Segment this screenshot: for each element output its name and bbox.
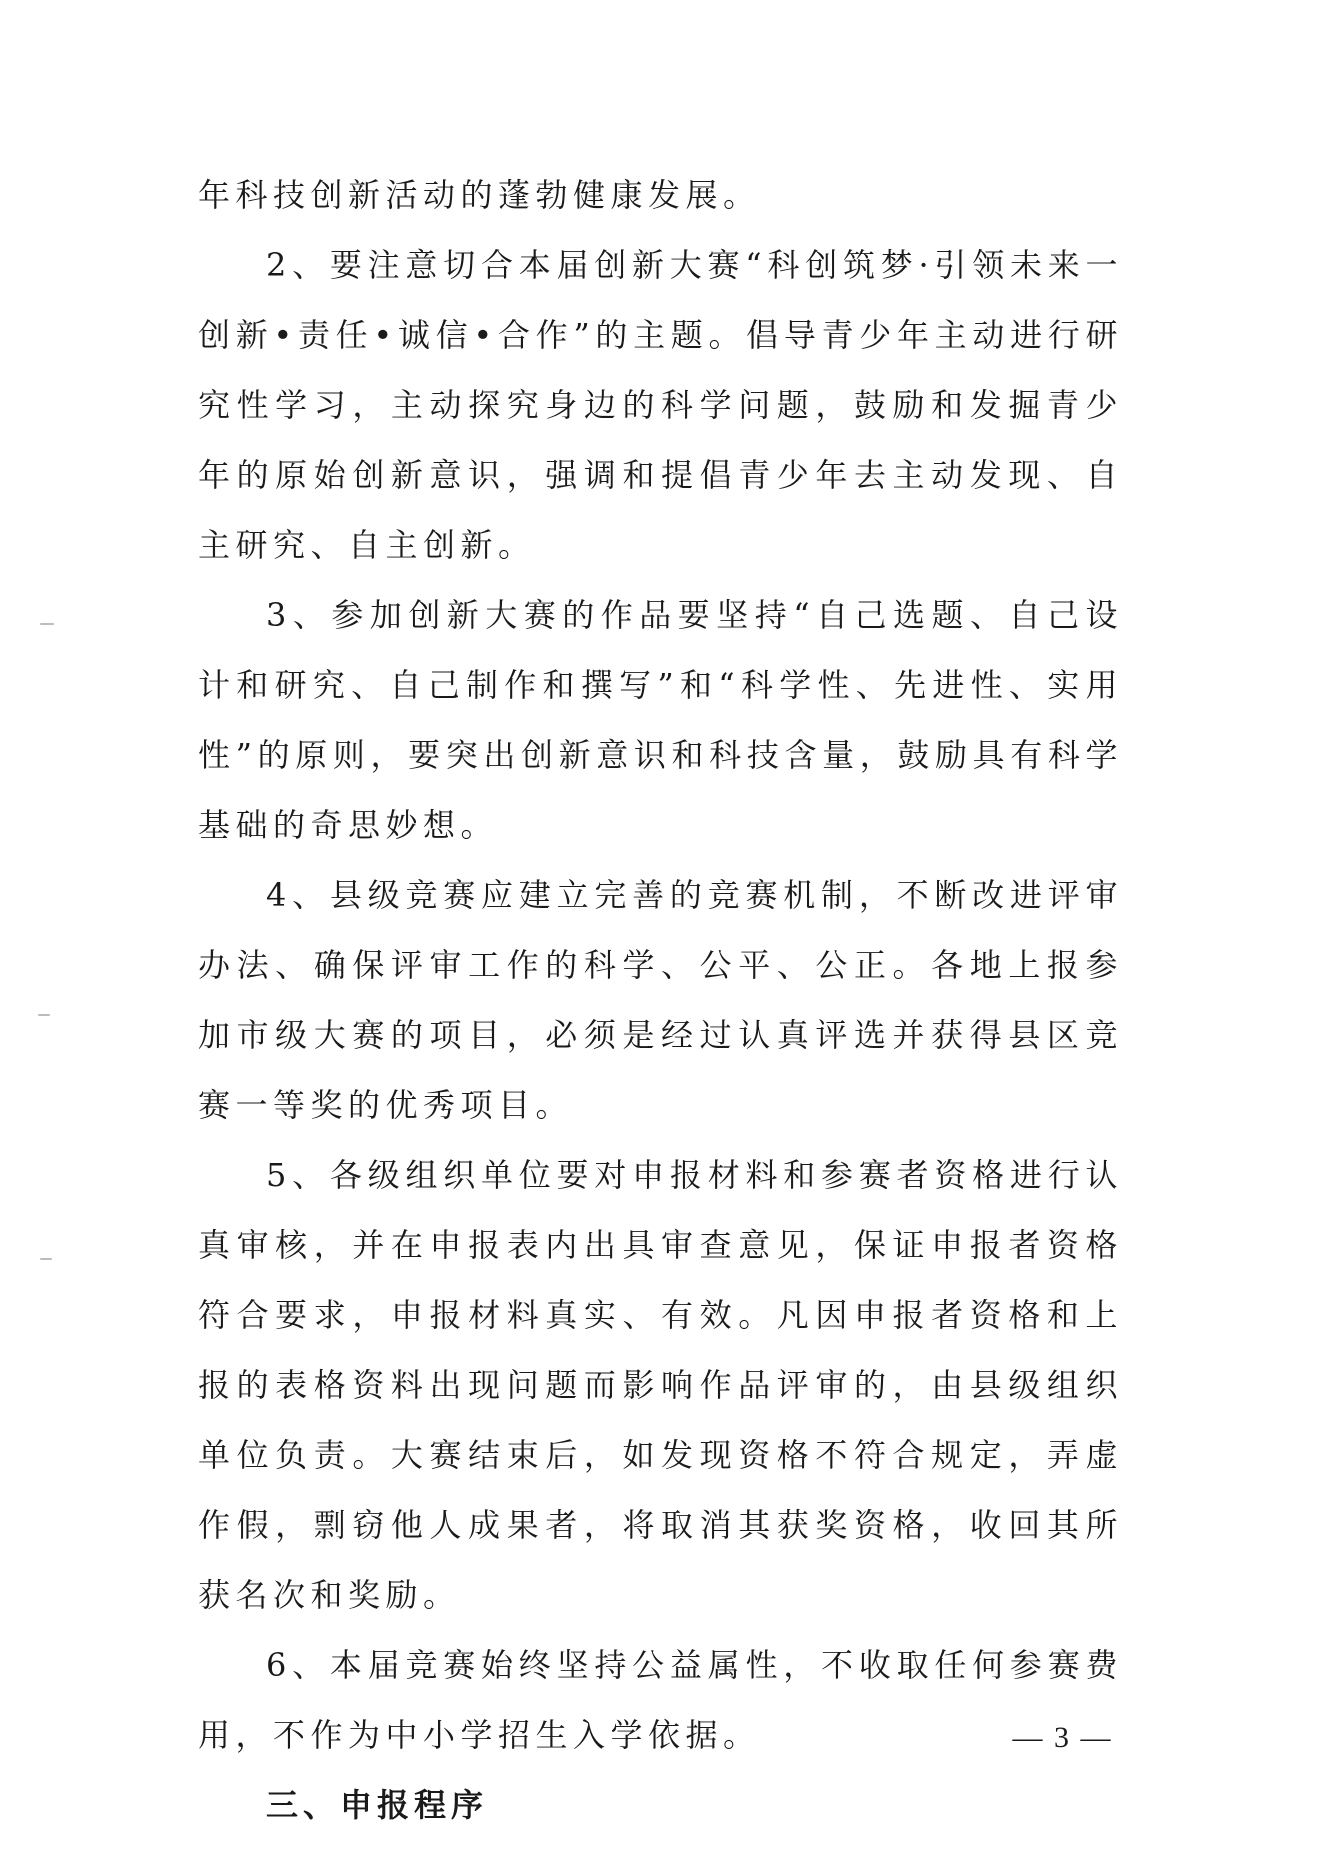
scan-speck xyxy=(38,1014,50,1016)
paragraph-item-5: 5、各级组织单位要对申报材料和参赛者资格进行认真审核，并在申报表内出具审查意见，保证申报者资格符合要求，申报材料真实、有效。凡因申报者资格和上报的表格资料出现问题而影响作品评审的，由县级组织单位负责。大赛结束后，如发现资格不符合规定，弄虚作假，剽窃他人成果者，将取消其获奖资格，收回其所获名次和奖励。 xyxy=(198,1156,1123,1614)
paragraph-item-2: 2、要注意切合本届创新大赛“科创筑梦·引领未来一创新•责任•诚信•合作”的主题。倡导青少年主动进行研究性学习，主动探究身边的科学问题，鼓励和发掘青少年的原始创新意识，强调和提倡青少年去主动发现、自主研究、自主创新。 xyxy=(198,246,1123,564)
scan-speck xyxy=(40,623,54,625)
section-heading: 三、申报程序 xyxy=(266,1786,489,1824)
page-number: — 3 — xyxy=(1012,1721,1113,1754)
paragraph-item-6: 6、本届竞赛始终坚持公益属性，不收取任何参赛费用，不作为中小学招生入学依据。 xyxy=(198,1646,1123,1754)
scan-speck xyxy=(40,1258,52,1260)
paragraph-item-3: 3、参加创新大赛的作品要坚持“自己选题、自己设计和研究、自己制作和撰写”和“科学性、先进性、实用性”的原则，要突出创新意识和科技含量，鼓励具有科学基础的奇思妙想。 xyxy=(198,596,1123,844)
paragraph-continuation: 年科技创新活动的蓬勃健康发展。 xyxy=(198,176,761,214)
document-body xyxy=(198,160,1123,1840)
paragraph-item-4: 4、县级竞赛应建立完善的竞赛机制，不断改进评审办法、确保评审工作的科学、公平、公正。各地上报参加市级大赛的项目，必须是经过认真评选并获得县区竞赛一等奖的优秀项目。 xyxy=(198,876,1123,1124)
